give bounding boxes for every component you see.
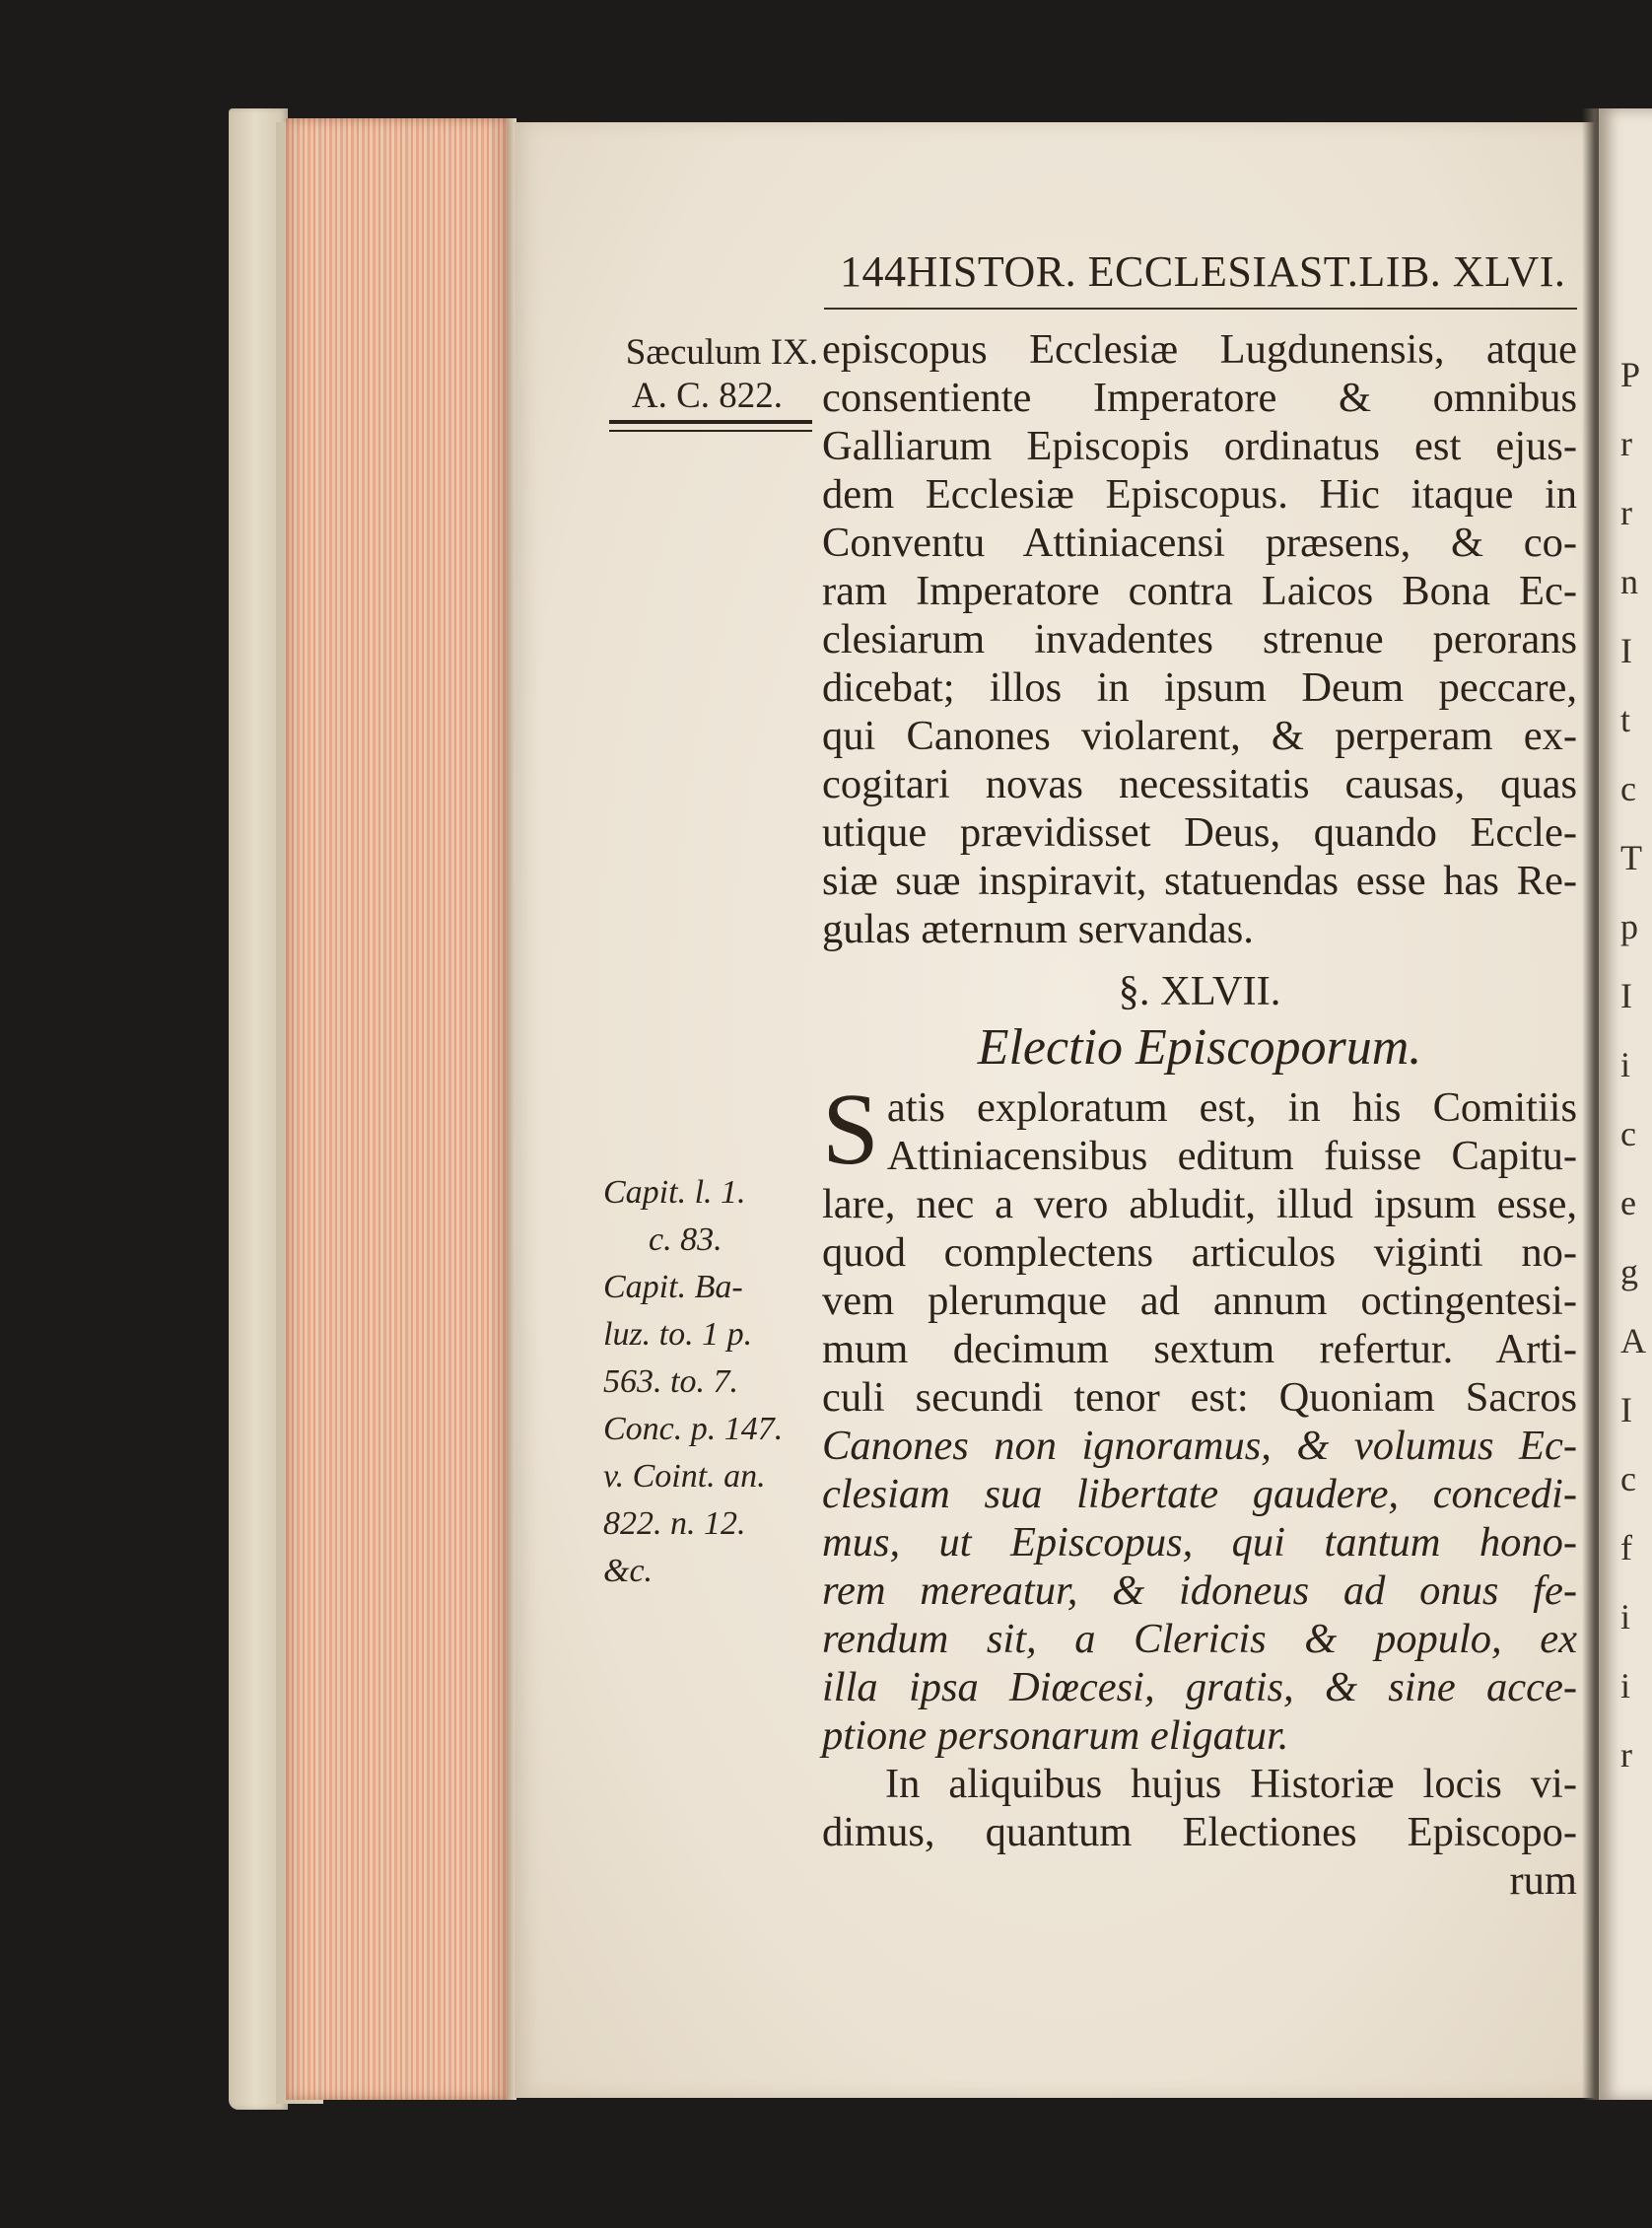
running-head xyxy=(840,246,1566,297)
facing-page-fragment: e xyxy=(1620,1183,1636,1222)
margin-note: c. 83. xyxy=(649,1221,723,1258)
margin-note: luz. to. 1 p. xyxy=(603,1316,753,1353)
text-line: gulas æternum servandas. xyxy=(822,906,1254,952)
text-line: clesiarum invadentes strenue perorans xyxy=(822,616,1577,662)
text-line: episcopus Ecclesiæ Lugdunensis, atque xyxy=(822,326,1577,373)
text-line: cogitari novas necessitatis causas, quas xyxy=(822,761,1577,807)
facing-page-fragment: t xyxy=(1620,700,1631,739)
margin-note: Conc. p. 147. xyxy=(603,1411,784,1447)
margin-note: 563. to. 7. xyxy=(603,1363,738,1400)
facing-page-fragment: A xyxy=(1620,1321,1646,1360)
quoted-line: rendum sit, a Clericis & populo, ex xyxy=(822,1616,1577,1662)
text-line: qui Canones violarent, & perperam ex- xyxy=(822,713,1577,759)
text-line: quod complectens articulos viginti no- xyxy=(822,1229,1577,1276)
text-line: Galliarum Episcopis ordinatus est ejus- xyxy=(822,423,1577,469)
facing-page-fragment: I xyxy=(1620,976,1632,1015)
quoted-line: illa ipsa Diœcesi, gratis, & sine acce- xyxy=(822,1664,1577,1710)
facing-page-fragment: f xyxy=(1620,1528,1632,1567)
main-text xyxy=(822,325,1577,1905)
facing-page-fragment: n xyxy=(1620,562,1638,601)
section-title: Electio Episcoporum. xyxy=(977,1019,1422,1076)
text-line: Conventu Attiniacensi præsens, & co- xyxy=(822,520,1577,566)
head-rule xyxy=(824,308,1577,310)
facing-page-fragment: r xyxy=(1620,493,1632,532)
facing-page-fragment: c xyxy=(1620,1459,1636,1498)
margin-references xyxy=(603,1169,814,1595)
text-line: utique prævidisset Deus, quando Eccle- xyxy=(822,809,1577,856)
text-line: ram Imperatore contra Laicos Bona Ec- xyxy=(822,568,1577,614)
drop-capital: S xyxy=(822,1073,879,1186)
text-line: vem plerumque ad annum octingentesi- xyxy=(822,1278,1577,1324)
facing-page-fragment: r xyxy=(1620,424,1632,463)
margin-year: A. C. 822. xyxy=(631,376,783,416)
facing-page-fragment: p xyxy=(1620,907,1638,946)
text-line: culi secundi tenor est: Quoniam Sacros xyxy=(822,1374,1577,1421)
text-line: mum decimum sextum refertur. Arti- xyxy=(822,1326,1577,1372)
facing-page-fragment: g xyxy=(1620,1252,1638,1291)
text-line: atis exploratum est, in his Comitiis xyxy=(886,1084,1577,1131)
text-line: dicebat; illos in ipsum Deum peccare, xyxy=(822,664,1577,711)
facing-page-fragment: r xyxy=(1620,1735,1632,1775)
page-edges xyxy=(286,118,509,2100)
facing-page-fragment: P xyxy=(1620,355,1641,394)
facing-page-fragment: T xyxy=(1620,838,1642,877)
facing-page-fragment: i xyxy=(1620,1045,1631,1084)
quoted-line: clesiam sua libertate gaudere, concedi- xyxy=(822,1471,1577,1517)
text-line: lare, nec a vero abludit, illud ipsum esse, xyxy=(822,1181,1577,1227)
running-title: HISTOR. ECCLESIAST. xyxy=(906,247,1359,296)
margin-rule-thin xyxy=(609,430,812,432)
facing-page-fragment: I xyxy=(1620,631,1632,670)
text-line: Attiniacensibus editum fuisse Capitu- xyxy=(886,1133,1577,1179)
quoted-line: rem mereatur, & idoneus ad onus fe- xyxy=(822,1567,1577,1614)
text-line: dimus, quantum Electiones Episcopo- xyxy=(822,1809,1577,1855)
facing-page-fragment: c xyxy=(1620,769,1636,808)
margin-date xyxy=(599,331,818,418)
right-page-edge xyxy=(1599,108,1652,2100)
facing-page-fragment: c xyxy=(1620,1114,1636,1153)
catchword: rum xyxy=(1509,1857,1577,1904)
text-line: dem Ecclesiæ Episcopus. Hic itaque in xyxy=(822,471,1577,518)
facing-page-fragment: I xyxy=(1620,1390,1632,1429)
margin-note: v. Coint. an. xyxy=(603,1458,766,1495)
quoted-line: ptione personarum eligatur. xyxy=(822,1712,1289,1759)
text-line: consentiente Imperatore & omnibus xyxy=(822,375,1577,421)
page-number: 144 xyxy=(840,247,907,296)
margin-note: Capit. l. 1. xyxy=(603,1174,746,1211)
text-line: In aliquibus hujus Historiæ locis vi- xyxy=(885,1761,1577,1807)
margin-note: Capit. Ba- xyxy=(603,1269,743,1305)
book-number: LIB. XLVI. xyxy=(1358,247,1566,296)
margin-century: Sæculum IX. xyxy=(625,332,818,373)
facing-page-fragment: i xyxy=(1620,1666,1631,1706)
quoted-line: Canones non ignoramus, & volumus Ec- xyxy=(822,1423,1577,1469)
text-line: siæ suæ inspiravit, statuendas esse has Re- xyxy=(822,858,1577,904)
margin-rule-thick xyxy=(609,420,812,424)
paragraph-2 xyxy=(822,1073,1577,1760)
section-number: §. XLVII. xyxy=(1118,968,1281,1014)
quoted-line: mus, ut Episcopus, qui tantum hono- xyxy=(822,1519,1577,1566)
facing-page-fragment: i xyxy=(1620,1597,1631,1636)
margin-note: &c. xyxy=(603,1553,654,1589)
margin-note: 822. n. 12. xyxy=(603,1505,746,1542)
